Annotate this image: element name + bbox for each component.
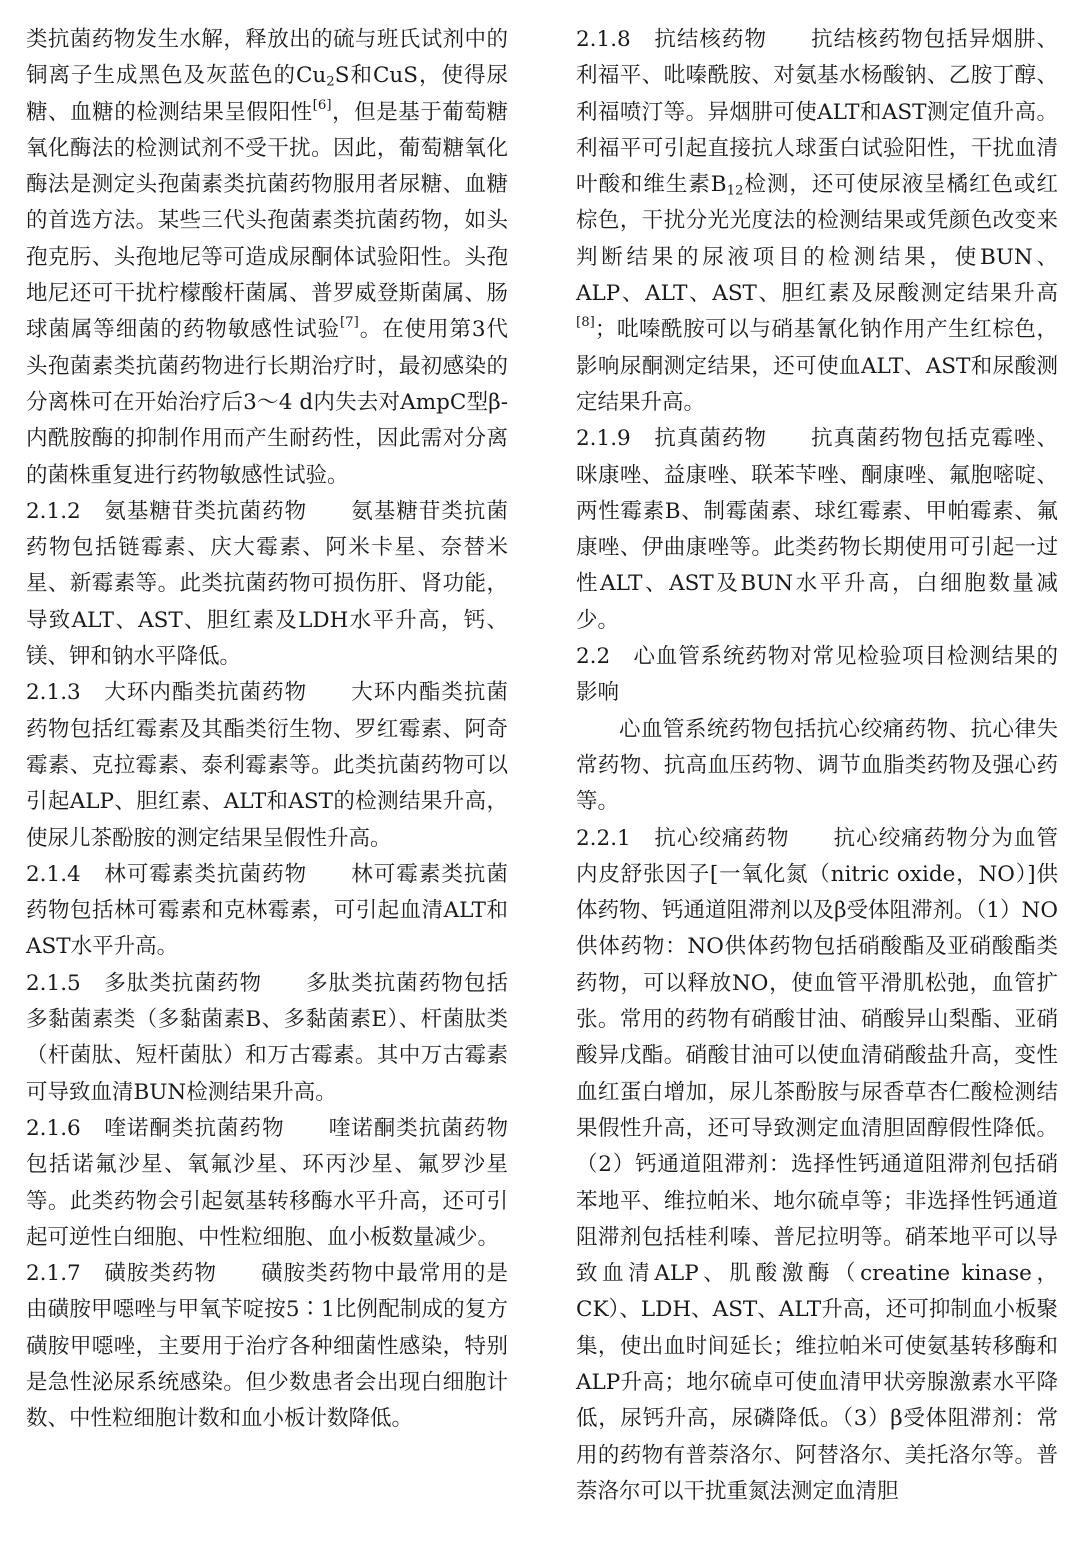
section-body: 林可霉素类抗菌药物包括林可霉素和克林霉素，可引起血清ALT和AST水平升高。: [26, 861, 508, 960]
paragraph-cephalosporin-continued: [26, 22, 508, 494]
section-body: 喹诺酮类抗菌药物包括诺氟沙星、氧氟沙星、环丙沙星、氟罗沙星等。此类药物会引起氨基转移酶水平升高，还可引起可逆性白细胞、中性粒细胞、血小板数量减少。: [26, 1115, 508, 1250]
section-title: 心血管系统药物对常见检验项目检测结果的影响: [576, 644, 1058, 706]
section-title: 喹诺酮类抗菌药物: [104, 1115, 285, 1141]
section-title: 抗真菌药物: [654, 426, 768, 452]
section-title: 抗心绞痛药物: [654, 825, 790, 851]
section-2-1-9: [576, 421, 1058, 639]
section-body: 抗真菌药物包括克霉唑、咪康唑、益康唑、联苯苄唑、酮康唑、氟胞嘧啶、两性霉素B、制霉菌素、球红霉素、甲帕霉素、氟康唑、伊曲康唑等。此类药物长期使用可引起一过性ALT、AST及BUN水平升高，白细胞数量减少。: [576, 426, 1058, 633]
text-run: ；吡嗪酰胺可以与硝基氰化钠作用产生红棕色，影响尿酮测定结果，还可使血ALT、AST和尿酸测定结果升高。: [576, 317, 1058, 415]
section-2-1-3: [26, 675, 508, 856]
text-run: ，但是基于葡萄糖氧化酶法的检测试剂不受干扰。因此，葡萄糖氧化酶法是测定头孢菌素类抗菌药物服用者尿糖、血糖的首选方法。某些三代头孢菌素类抗菌药物，如头孢克肟、头孢地尼等可造成尿酮体试验阳性。头孢地尼还可干扰柠檬酸杆菌属、普罗威登斯菌属、肠球菌属等细菌的药物敏感性试验: [26, 99, 508, 343]
section-number: 2.1.2: [26, 498, 81, 524]
section-number: 2.1.7: [26, 1261, 81, 1287]
right-column: [576, 22, 1058, 1510]
section-2-1-7: [26, 1256, 508, 1437]
section-title: 林可霉素类抗菌药物: [104, 861, 308, 887]
section-body: 抗心绞痛药物分为血管内皮舒张因子[一氧化氮（nitric oxide，NO）]供体药物、钙通道阻滞剂以及β受体阻滞剂。（1）NO供体药物：NO供体药物包括硝酸酯及亚硝酸酯类药物，可以释放NO，使血管平滑肌松弛，血管扩张。常用的药物有硝酸甘油、硝酸异山梨酯、亚硝酸异戊酯。硝酸甘油可以使血清硝酸盐升高，变性血红蛋白增加，尿儿茶酚胺与尿香草杏仁酸检测结果假性升高，还可导致测定血清胆固醇假性降低。（2）钙通道阻滞剂：选择性钙通道阻滞剂包括硝苯地平、维拉帕米、地尔硫卓等；非选择性钙通道阻滞剂包括桂利嗪、普尼拉明等。硝苯地平可以导致血清ALP、肌酸激酶（creatine kinase，CK）、LDH、AST、ALT升高，还可抑制血小板聚集，使出血时间延长；维拉帕米可使氨基转移酶和ALP升高；地尔硫卓可使血清甲状旁腺激素水平降低，尿钙升高，尿磷降低。（3）β受体阻滞剂：常用的药物有普萘洛尔、阿替洛尔、美托洛尔等。普萘洛尔可以干扰重氮法测定血清胆: [576, 825, 1058, 1504]
text-run: 。在使用第3代头孢菌素类抗菌药物进行长期治疗时，最初感染的分离株可在开始治疗后3～4 d内失去对AmpC型β-内酰胺酶的抑制作用而产生耐药性，因此需对分离的菌株重复进行药物敏感性试验。: [26, 317, 508, 488]
citation: [8]: [576, 315, 595, 331]
section-2-1-5: [26, 966, 508, 1111]
section-2-1-4: [26, 857, 508, 966]
text-run: 抗结核药物包括异烟肼、利福平、吡嗪酰胺、对氨基水杨酸钠、乙胺丁醇、利福喷汀等。异烟肼可使ALT和AST测定值升高。利福平可引起直接抗人球蛋白试验阳性，干扰血清叶酸和维生素B: [576, 27, 1058, 198]
text-run: S和CuS，使得尿糖、血糖的检测结果呈假阳性: [26, 63, 508, 125]
section-title: 多肽类抗菌药物: [104, 970, 263, 996]
section-number: 2.1.9: [576, 426, 631, 452]
section-number: 2.2.1: [576, 825, 631, 851]
text-run: 类抗菌药物发生水解，释放出的硫与班氏试剂中的铜离子生成黑色及灰蓝色的Cu: [26, 27, 508, 89]
section-title: 大环内酯类抗菌药物: [104, 680, 308, 706]
section-number: 2.1.4: [26, 861, 81, 887]
section-number: 2.1.5: [26, 970, 81, 996]
section-2-2-heading: [576, 639, 1058, 712]
section-number: 2.1.8: [576, 27, 631, 52]
section-2-1-2: [26, 494, 508, 675]
subscript: 2: [326, 74, 335, 90]
section-body: 大环内酯类抗菌药物包括红霉素及其酯类衍生物、罗红霉素、阿奇霉素、克拉霉素、泰利霉素等。此类抗菌药物可以引起ALP、胆红素、ALT和AST的检测结果升高，使尿儿茶酚胺的测定结果呈假性升高。: [26, 680, 508, 851]
citation: [6]: [312, 97, 332, 113]
citation: [7]: [339, 315, 359, 331]
paragraph-cardiovascular-intro: 心血管系统药物包括抗心绞痛药物、抗心律失常药物、抗高血压药物、调节血脂类药物及强心药等。: [576, 716, 1058, 815]
section-body: 多肽类抗菌药物包括多黏菌素类（多黏菌素B、多黏菌素E）、杆菌肽类（杆菌肽、短杆菌肽）和万古霉素。其中万古霉素可导致血清BUN检测结果升高。: [26, 970, 508, 1105]
text-run: 检测，还可使尿液呈橘红色或红棕色，干扰分光光度法的检测结果或凭颜色改变来判断结果的尿液项目的检测结果，使BUN、ALP、ALT、AST、胆红素及尿酸测定结果升高: [576, 172, 1058, 307]
left-column: [26, 22, 508, 1438]
section-number: 2.1.6: [26, 1115, 81, 1141]
section-number: 2.1.3: [26, 680, 81, 706]
section-2-1-8: [576, 22, 1058, 421]
section-2-1-6: [26, 1111, 508, 1256]
section-title: 磺胺类药物: [104, 1261, 218, 1287]
section-number: 2.2: [576, 644, 611, 670]
section-body: 磺胺类药物中最常用的是由磺胺甲噁唑与甲氧苄啶按5∶1比例配制成的复方磺胺甲噁唑，主要用于治疗各种细菌性感染，特别是急性泌尿系统感染。但少数患者会出现白细胞计数、中性粒细胞计数和血小板计数降低。: [26, 1261, 508, 1432]
section-body: 氨基糖苷类抗菌药物包括链霉素、庆大霉素、阿米卡星、奈替米星、新霉素等。此类抗菌药物可损伤肝、肾功能，导致ALT、AST、胆红素及LDH水平升高，钙、镁、钾和钠水平降低。: [26, 498, 508, 670]
section-title: 抗结核药物: [654, 27, 768, 52]
subscript: 12: [726, 183, 744, 199]
section-2-2-1: [576, 821, 1058, 1511]
section-title: 氨基糖苷类抗菌药物: [104, 498, 308, 524]
